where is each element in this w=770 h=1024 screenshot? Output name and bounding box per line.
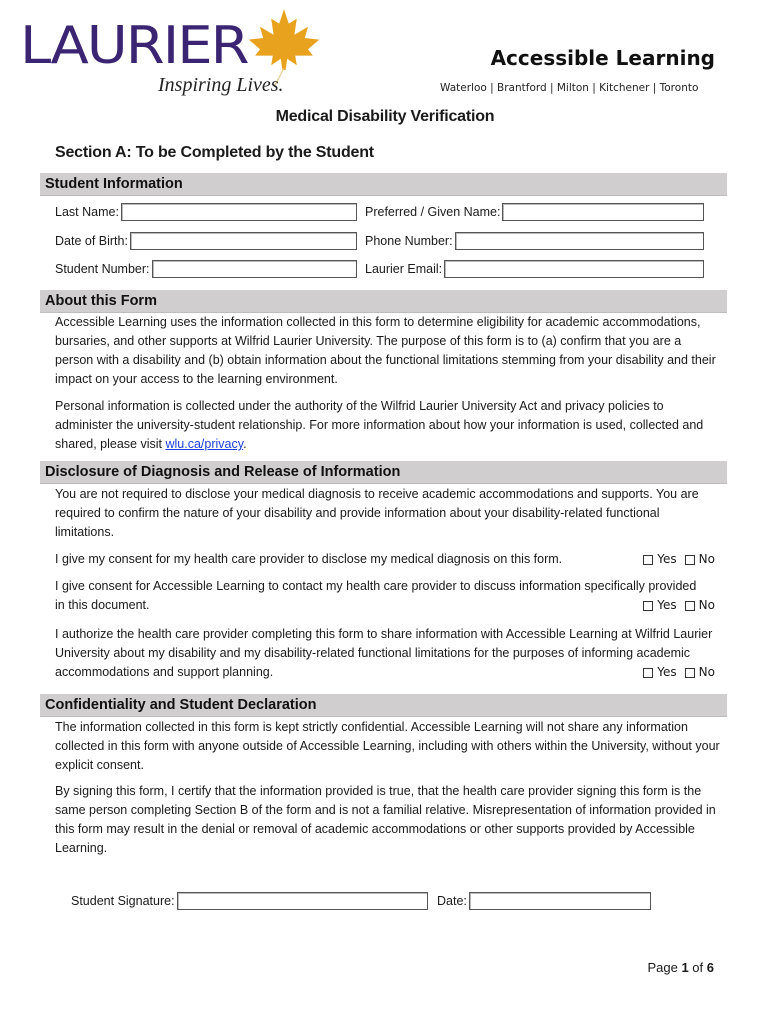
yes-option[interactable] [643, 596, 676, 615]
phone-number-field[interactable] [455, 232, 704, 250]
student-number-label: Student Number: [55, 262, 150, 276]
consent-item-authorize [55, 625, 715, 682]
yes-no-group [643, 663, 715, 682]
no-label: No [698, 598, 715, 612]
no-option[interactable] [685, 663, 715, 682]
no-label: No [698, 552, 715, 566]
laurier-email-row [365, 259, 704, 279]
disclosure-heading [40, 461, 727, 484]
confidentiality-paragraph-2: By signing this form, I certify that the information provided is true, that the health care provider signing this form is the same person completing Section B of the form and is not a familial relative. Misrepresentation of information provided in this form may result in the denial or removal of academic accommodations or other supports provided by Accessible Learning. [55, 784, 716, 855]
about-paragraph-2-text: Personal information is collected under the authority of the Wilfrid Laurier University Act and privacy policies to administer the university-student relationship. For more information about how your information is used, collected and shared, please visit [55, 399, 704, 451]
date-of-birth-label: Date of Birth: [55, 234, 128, 248]
page-of: of [692, 960, 704, 975]
last-name-row [55, 202, 357, 222]
consent-item-contact [55, 577, 715, 615]
laurier-email-field[interactable] [444, 260, 704, 278]
consent-text: I give consent for Accessible Learning to contact my health care provider to discuss information specifically provided in this document. [55, 579, 697, 612]
privacy-link[interactable]: wlu.ca/privacy [165, 437, 244, 451]
date-row [437, 891, 651, 911]
no-option[interactable] [685, 596, 715, 615]
checkbox-icon[interactable] [685, 668, 695, 678]
signature-row [71, 891, 428, 911]
campus-list: Waterloo | Brantford | Milton | Kitchener | Toronto [440, 82, 699, 94]
consent-item-diagnosis [55, 550, 715, 569]
checkbox-icon[interactable] [643, 668, 653, 678]
page-number [647, 960, 714, 975]
last-name-label: Last Name: [55, 205, 119, 219]
no-option[interactable] [685, 550, 715, 569]
total-pages: 6 [706, 960, 714, 975]
consent-text: I give my consent for my health care provider to disclose my medical diagnosis on this form. [55, 552, 563, 566]
no-label: No [698, 665, 715, 679]
laurier-email-label: Laurier Email: [365, 262, 443, 276]
yes-no-group [643, 550, 715, 569]
department-name: Accessible Learning [490, 46, 715, 70]
page-prefix: Page [647, 960, 678, 975]
about-paragraph-1: Accessible Learning uses the information collected in this form to determine eligibility for academic accommodations, bursaries, and other supports at Wilfrid Laurier University. The purpose of this form is to (a) confirm that you are a person with a disability and (b) obtain information about the functional limitations stemming from your disability and their impact on your access to the learning environment. [55, 315, 716, 386]
confidentiality-paragraph-1: The information collected in this form is kept strictly confidential. Accessible Learning will not share any information collected in this form with anyone outside of Accessible Learning, including with others within the University, without your explicit consent. [55, 720, 720, 772]
heading-text: Disclosure of Diagnosis and Release of Information [45, 464, 401, 480]
yes-option[interactable] [643, 663, 676, 682]
consent-text: I authorize the health care provider completing this form to share information with Accessible Learning at Wilfrid Laurier University about my disability and my disability-related functional limitations for the purposes of informing academic accommodations and support planning. [55, 627, 713, 679]
period: . [243, 437, 247, 451]
about-form-heading [40, 290, 727, 313]
last-name-field[interactable] [121, 203, 357, 221]
laurier-logo-text: LAURIER [20, 16, 248, 76]
document-title: Medical Disability Verification [275, 108, 495, 125]
yes-option[interactable] [643, 550, 676, 569]
current-page: 1 [681, 960, 689, 975]
yes-label: Yes [657, 665, 677, 679]
date-of-birth-field[interactable] [130, 232, 357, 250]
heading-text: About this Form [45, 293, 157, 309]
checkbox-icon[interactable] [643, 601, 653, 611]
heading-text: Confidentiality and Student Declaration [45, 697, 317, 713]
about-paragraph-2 [55, 397, 720, 454]
given-name-field[interactable] [502, 203, 704, 221]
checkbox-icon[interactable] [685, 555, 695, 565]
signature-label: Student Signature: [71, 894, 175, 908]
disclosure-intro: You are not required to disclose your medical diagnosis to receive academic accommodations and supports. You are required to confirm the nature of your disability and provide information about your disability-related functional limitations. [55, 487, 699, 539]
student-number-field[interactable] [152, 260, 358, 278]
date-label: Date: [437, 894, 467, 908]
phone-number-row [365, 231, 704, 251]
confidentiality-heading [40, 694, 727, 717]
given-name-label: Preferred / Given Name: [365, 205, 501, 219]
heading-text: Student Information [45, 176, 183, 192]
date-of-birth-row [55, 231, 357, 251]
student-signature-field[interactable] [177, 892, 428, 910]
checkbox-icon[interactable] [643, 555, 653, 565]
section-title: Section A: To be Completed by the Student [55, 144, 374, 161]
date-field[interactable] [469, 892, 651, 910]
tagline: Inspiring Lives. [158, 74, 284, 96]
yes-label: Yes [657, 598, 677, 612]
given-name-row [365, 202, 704, 222]
student-information-heading [40, 173, 727, 196]
checkbox-icon[interactable] [685, 601, 695, 611]
yes-no-group [643, 596, 715, 615]
student-number-row [55, 259, 357, 279]
yes-label: Yes [657, 552, 677, 566]
phone-number-label: Phone Number: [365, 234, 453, 248]
